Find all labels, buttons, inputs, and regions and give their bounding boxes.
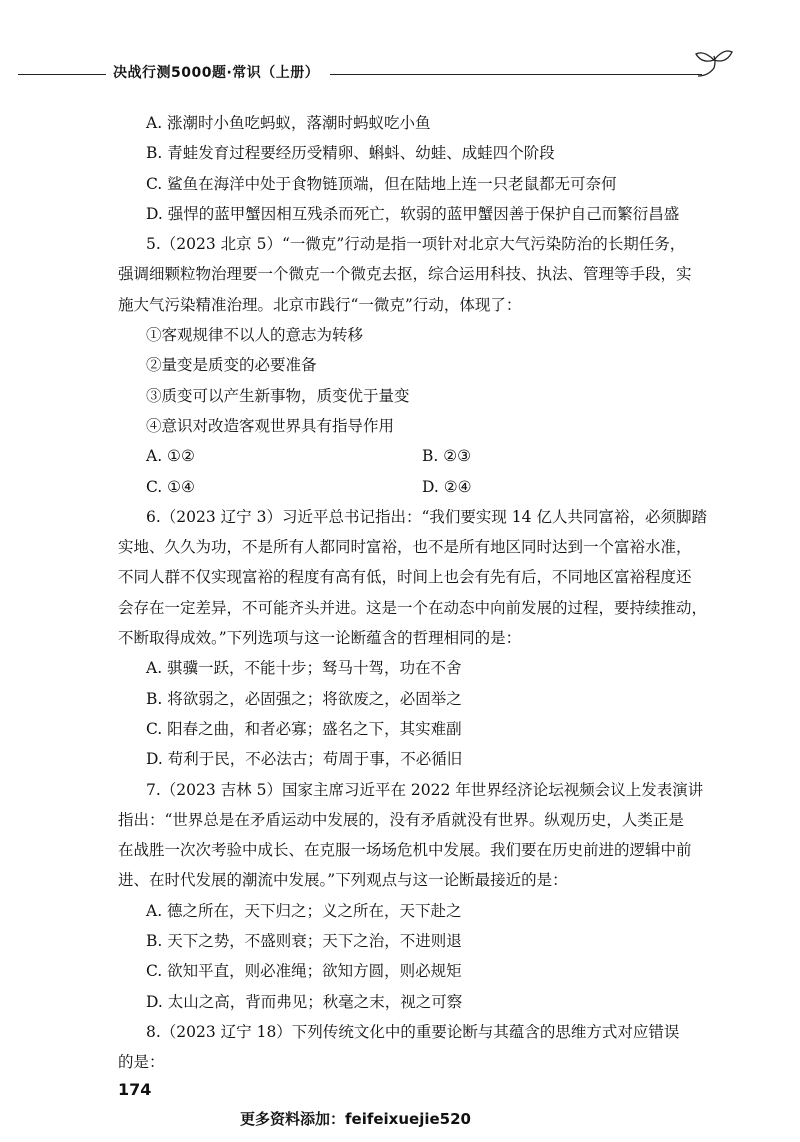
statement-item: ②量变是质变的必要准备 [146, 356, 317, 375]
option-line: B. 将欲弱之，必固强之；将欲废之，必固举之 [146, 689, 462, 708]
option-line: B. 青蛙发育过程要经历受精卵、蝌蚪、幼蛙、成蛙四个阶段 [146, 144, 555, 163]
sprout-icon [694, 46, 734, 80]
choice-row [118, 472, 718, 502]
header-rule-left [18, 74, 106, 75]
running-header [18, 58, 718, 88]
question-7-line: 在战胜一次次考验中成长、在克服一场场危机中发展。我们要在历史前进的逻辑中前 [118, 841, 692, 860]
option-line: C. 阳春之曲，和者必寡；盛名之下，其实难副 [146, 719, 462, 738]
page-body [118, 108, 718, 1078]
question-6-line: 6.（2023 辽宁 3）习近平总书记指出：“我们要实现 14 亿人共同富裕，必须脚踏 [146, 507, 707, 526]
header-title: 决战行测5000题·常识（上册） [113, 65, 320, 81]
question-5-line: 强调细颗粒物治理要一个微克一个微克去抠，综合运用科技、执法、管理等手段，实 [118, 265, 692, 284]
statement-item: ③质变可以产生新事物，质变优于量变 [146, 386, 410, 405]
choice-c: C. ①④ [146, 477, 195, 496]
choice-d: D. ②④ [422, 477, 472, 496]
page-number: 174 [118, 1080, 152, 1099]
question-8-line: 的是： [118, 1053, 165, 1072]
question-6-line: 不断取得成效。”下列选项与这一论断蕴含的哲理相同的是： [118, 629, 522, 648]
question-6-line: 不同人群不仅实现富裕的程度有高有低，时间上也会有先有后，不同地区富裕程度还 [118, 568, 692, 587]
option-line: D. 苟利于民，不必法古；苟周于事，不必循旧 [146, 750, 463, 769]
question-6-line: 实地、久久为功，不是所有人都同时富裕，也不是所有地区同时达到一个富裕水准， [118, 538, 692, 557]
choice-row [118, 441, 718, 471]
footer-note: 更多资料添加：feifeixuejie520 [240, 1110, 471, 1128]
question-7-line: 7.（2023 吉林 5）国家主席习近平在 2022 年世界经济论坛视频会议上发表演讲 [146, 780, 704, 799]
question-6-line: 会存在一定差异，不可能齐头并进。这是一个在动态中向前发展的过程，要持续推动， [118, 598, 708, 617]
question-7-line: 进、在时代发展的潮流中发展。”下列观点与这一论断最接近的是： [118, 871, 568, 890]
option-line: A. 骐骥一跃，不能十步；驽马十驾，功在不舍 [146, 659, 462, 678]
question-5-line: 5.（2023 北京 5）“一微克”行动是指一项针对北京大气污染防治的长期任务， [146, 235, 686, 254]
question-8-line: 8.（2023 辽宁 18）下列传统文化中的重要论断与其蕴含的思维方式对应错误 [146, 1022, 680, 1041]
option-line: C. 鲨鱼在海洋中处于食物链顶端，但在陆地上连一只老鼠都无可奈何 [146, 174, 617, 193]
statement-item: ④意识对改造客观世界具有指导作用 [146, 416, 395, 435]
option-line: D. 太山之高，背而弗见；秋毫之末，视之可察 [146, 992, 463, 1011]
choice-b: B. ②③ [422, 447, 472, 466]
option-line: C. 欲知平直，则必准绳；欲知方圆，则必规矩 [146, 962, 462, 981]
option-line: B. 天下之势，不盛则衰；天下之治，不进则退 [146, 932, 462, 951]
option-line: D. 强悍的蓝甲蟹因相互残杀而死亡，软弱的蓝甲蟹因善于保护自己而繁衍昌盛 [146, 204, 680, 223]
question-7-line: 指出：“世界总是在矛盾运动中发展的，没有矛盾就没有世界。纵观历史，人类正是 [118, 810, 684, 829]
question-5-line: 施大气污染精准治理。北京市践行“一微克”行动，体现了： [118, 295, 522, 314]
choice-a: A. ①② [146, 447, 195, 466]
option-line: A. 德之所在，天下归之；义之所在，天下赴之 [146, 901, 462, 920]
option-line: A. 涨潮时小鱼吃蚂蚁，落潮时蚂蚁吃小鱼 [146, 114, 431, 132]
statement-item: ①客观规律不以人的意志为转移 [146, 326, 364, 345]
header-rule-right [330, 74, 702, 75]
